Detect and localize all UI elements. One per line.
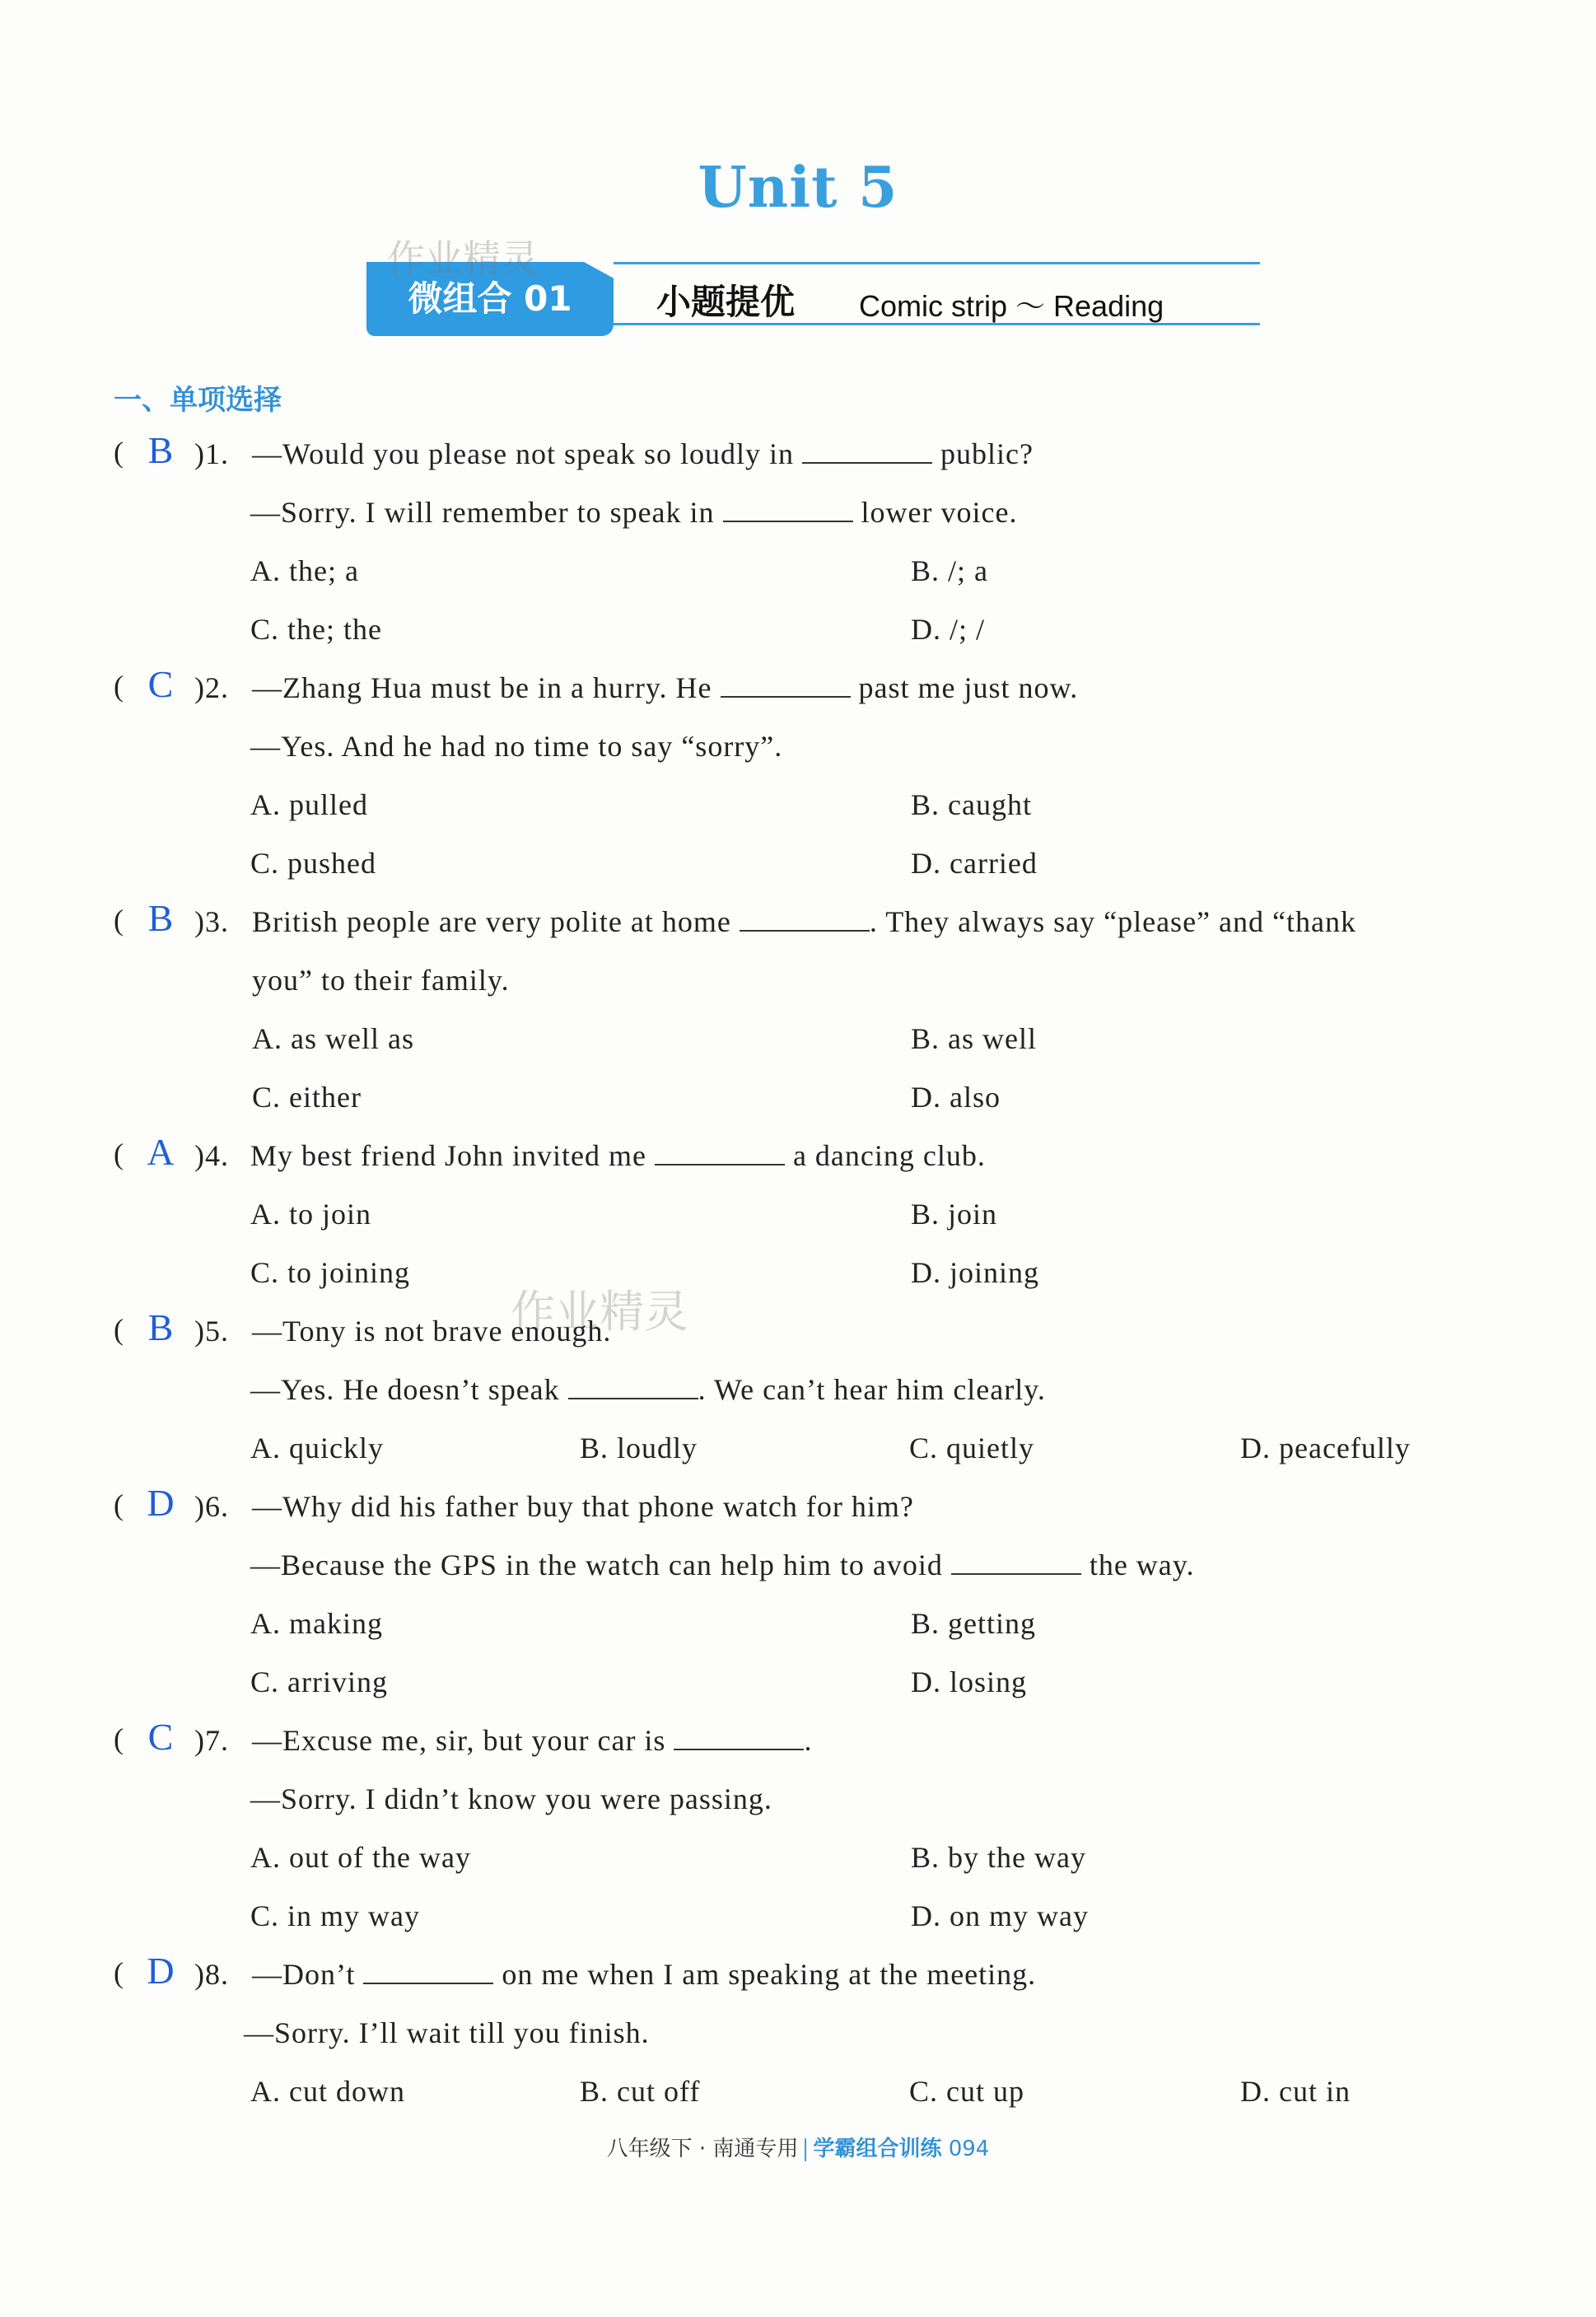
option-b: B. join xyxy=(911,1198,998,1231)
paren-open: ( xyxy=(114,1137,124,1170)
watermark-logo: 作业精灵 xyxy=(387,236,539,281)
option-a: A. quickly xyxy=(250,1432,384,1464)
watermark-logo: 作业精灵 xyxy=(511,1286,688,1338)
answer: C xyxy=(147,663,174,705)
answer-blank xyxy=(363,1958,493,1984)
answer: C xyxy=(147,1716,174,1758)
page-footer xyxy=(0,2132,1596,2162)
paren-open: ( xyxy=(114,670,124,703)
answer: D xyxy=(147,1482,175,1524)
question-number: )7. xyxy=(194,1724,229,1757)
answer-blank xyxy=(740,905,870,932)
answer-blank xyxy=(951,1549,1081,1575)
question-text: —Zhang Hua must be in a hurry. He past me just now. xyxy=(252,671,1079,704)
question-text: —Why did his father buy that phone watch for him? xyxy=(252,1490,914,1523)
question-number: )6. xyxy=(194,1490,229,1523)
option-a: A. making xyxy=(250,1607,383,1640)
question-text: you” to their family. xyxy=(252,964,510,997)
option-a: A. as well as xyxy=(252,1022,414,1055)
answer: B xyxy=(147,429,174,471)
answer-blank xyxy=(674,1724,804,1750)
banner-tag: 微组合 01 xyxy=(408,278,572,319)
question-number: )1. xyxy=(194,437,229,470)
option-c: C. cut up xyxy=(909,2075,1024,2108)
option-c: C. quietly xyxy=(909,1432,1034,1464)
answer: D xyxy=(147,1950,175,1992)
question-text: —Tony is not brave enough. xyxy=(252,1315,612,1348)
question-number: )8. xyxy=(194,1958,229,1991)
footer-brand: 学霸组合训练 xyxy=(813,2137,942,2161)
question-text: —Yes. And he had no time to say “sorry”. xyxy=(250,730,783,763)
option-d: D. on my way xyxy=(911,1899,1089,1932)
option-a: A. to join xyxy=(250,1198,372,1231)
paren-open: ( xyxy=(114,1722,124,1755)
page-number: 094 xyxy=(948,2137,990,2161)
answer-blank xyxy=(802,437,932,464)
option-a: A. the; a xyxy=(250,554,359,587)
paren-open: ( xyxy=(114,436,124,469)
option-c: C. either xyxy=(252,1081,362,1114)
option-d: D. also xyxy=(911,1081,1001,1114)
answer: A xyxy=(147,1131,175,1173)
banner-rule-top xyxy=(614,262,1260,264)
option-c: C. to joining xyxy=(250,1256,411,1289)
option-d: D. /; / xyxy=(911,613,986,646)
option-d: D. carried xyxy=(911,847,1038,880)
question-text: My best friend John invited me a dancing club. xyxy=(250,1139,986,1172)
option-c: C. the; the xyxy=(250,613,382,646)
paren-open: ( xyxy=(114,1313,124,1346)
option-a: A. pulled xyxy=(250,788,368,821)
banner-subtitle-en: Comic strip ～ Reading xyxy=(859,289,1164,323)
answer: B xyxy=(147,1306,174,1348)
question-text: —Yes. He doesn’t speak . We can’t hear him clearly. xyxy=(250,1373,1046,1406)
question-number: )3. xyxy=(194,905,229,938)
option-b: B. caught xyxy=(911,788,1032,821)
question-text: —Don’t on me when I am speaking at the meeting. xyxy=(252,1958,1037,1991)
answer-blank xyxy=(655,1139,785,1166)
option-b: B. loudly xyxy=(580,1432,698,1464)
option-d: D. joining xyxy=(911,1256,1040,1289)
option-b: B. as well xyxy=(911,1022,1037,1055)
option-b: B. /; a xyxy=(911,554,988,587)
option-a: A. cut down xyxy=(250,2075,405,2108)
question-text: —Sorry. I’ll wait till you finish. xyxy=(244,2016,650,2049)
answer-blank xyxy=(568,1373,698,1399)
answer: B xyxy=(147,897,174,939)
option-b: B. getting xyxy=(911,1607,1036,1640)
option-c: C. arriving xyxy=(250,1665,388,1698)
question-number: )4. xyxy=(194,1139,229,1172)
option-d: D. losing xyxy=(911,1665,1028,1698)
option-c: C. in my way xyxy=(250,1899,420,1932)
paren-open: ( xyxy=(114,904,124,937)
paren-open: ( xyxy=(114,1956,124,1989)
answer-blank xyxy=(721,671,851,698)
section-banner xyxy=(366,236,1260,339)
footer-divider xyxy=(805,2138,806,2161)
question-text: —Because the GPS in the watch can help him to avoid the way. xyxy=(250,1549,1195,1581)
question-text: —Would you please not speak so loudly in public? xyxy=(252,437,1034,470)
paren-open: ( xyxy=(114,1488,124,1521)
answer-blank xyxy=(723,496,853,522)
question-number: )2. xyxy=(194,671,229,704)
question-number: )5. xyxy=(194,1315,229,1348)
banner-subtitle-cn: 小题提优 xyxy=(656,282,796,322)
question-text: —Sorry. I will remember to speak in lower voice. xyxy=(250,496,1018,529)
question-text: —Excuse me, sir, but your car is . xyxy=(252,1724,813,1757)
option-c: C. pushed xyxy=(250,847,376,880)
section-title: 一、单项选择 xyxy=(114,384,282,417)
question-text: —Sorry. I didn’t know you were passing. xyxy=(250,1782,772,1815)
option-b: B. cut off xyxy=(580,2075,701,2108)
option-a: A. out of the way xyxy=(250,1841,471,1874)
question-text: British people are very polite at home . They always say “please” and “thank xyxy=(252,905,1356,938)
option-d: D. cut in xyxy=(1240,2075,1351,2108)
option-d: D. peacefully xyxy=(1240,1432,1411,1464)
option-b: B. by the way xyxy=(911,1841,1086,1874)
footer-grade: 八年级下 · 南通专用 xyxy=(606,2137,799,2161)
unit-title: Unit 5 xyxy=(698,155,898,221)
